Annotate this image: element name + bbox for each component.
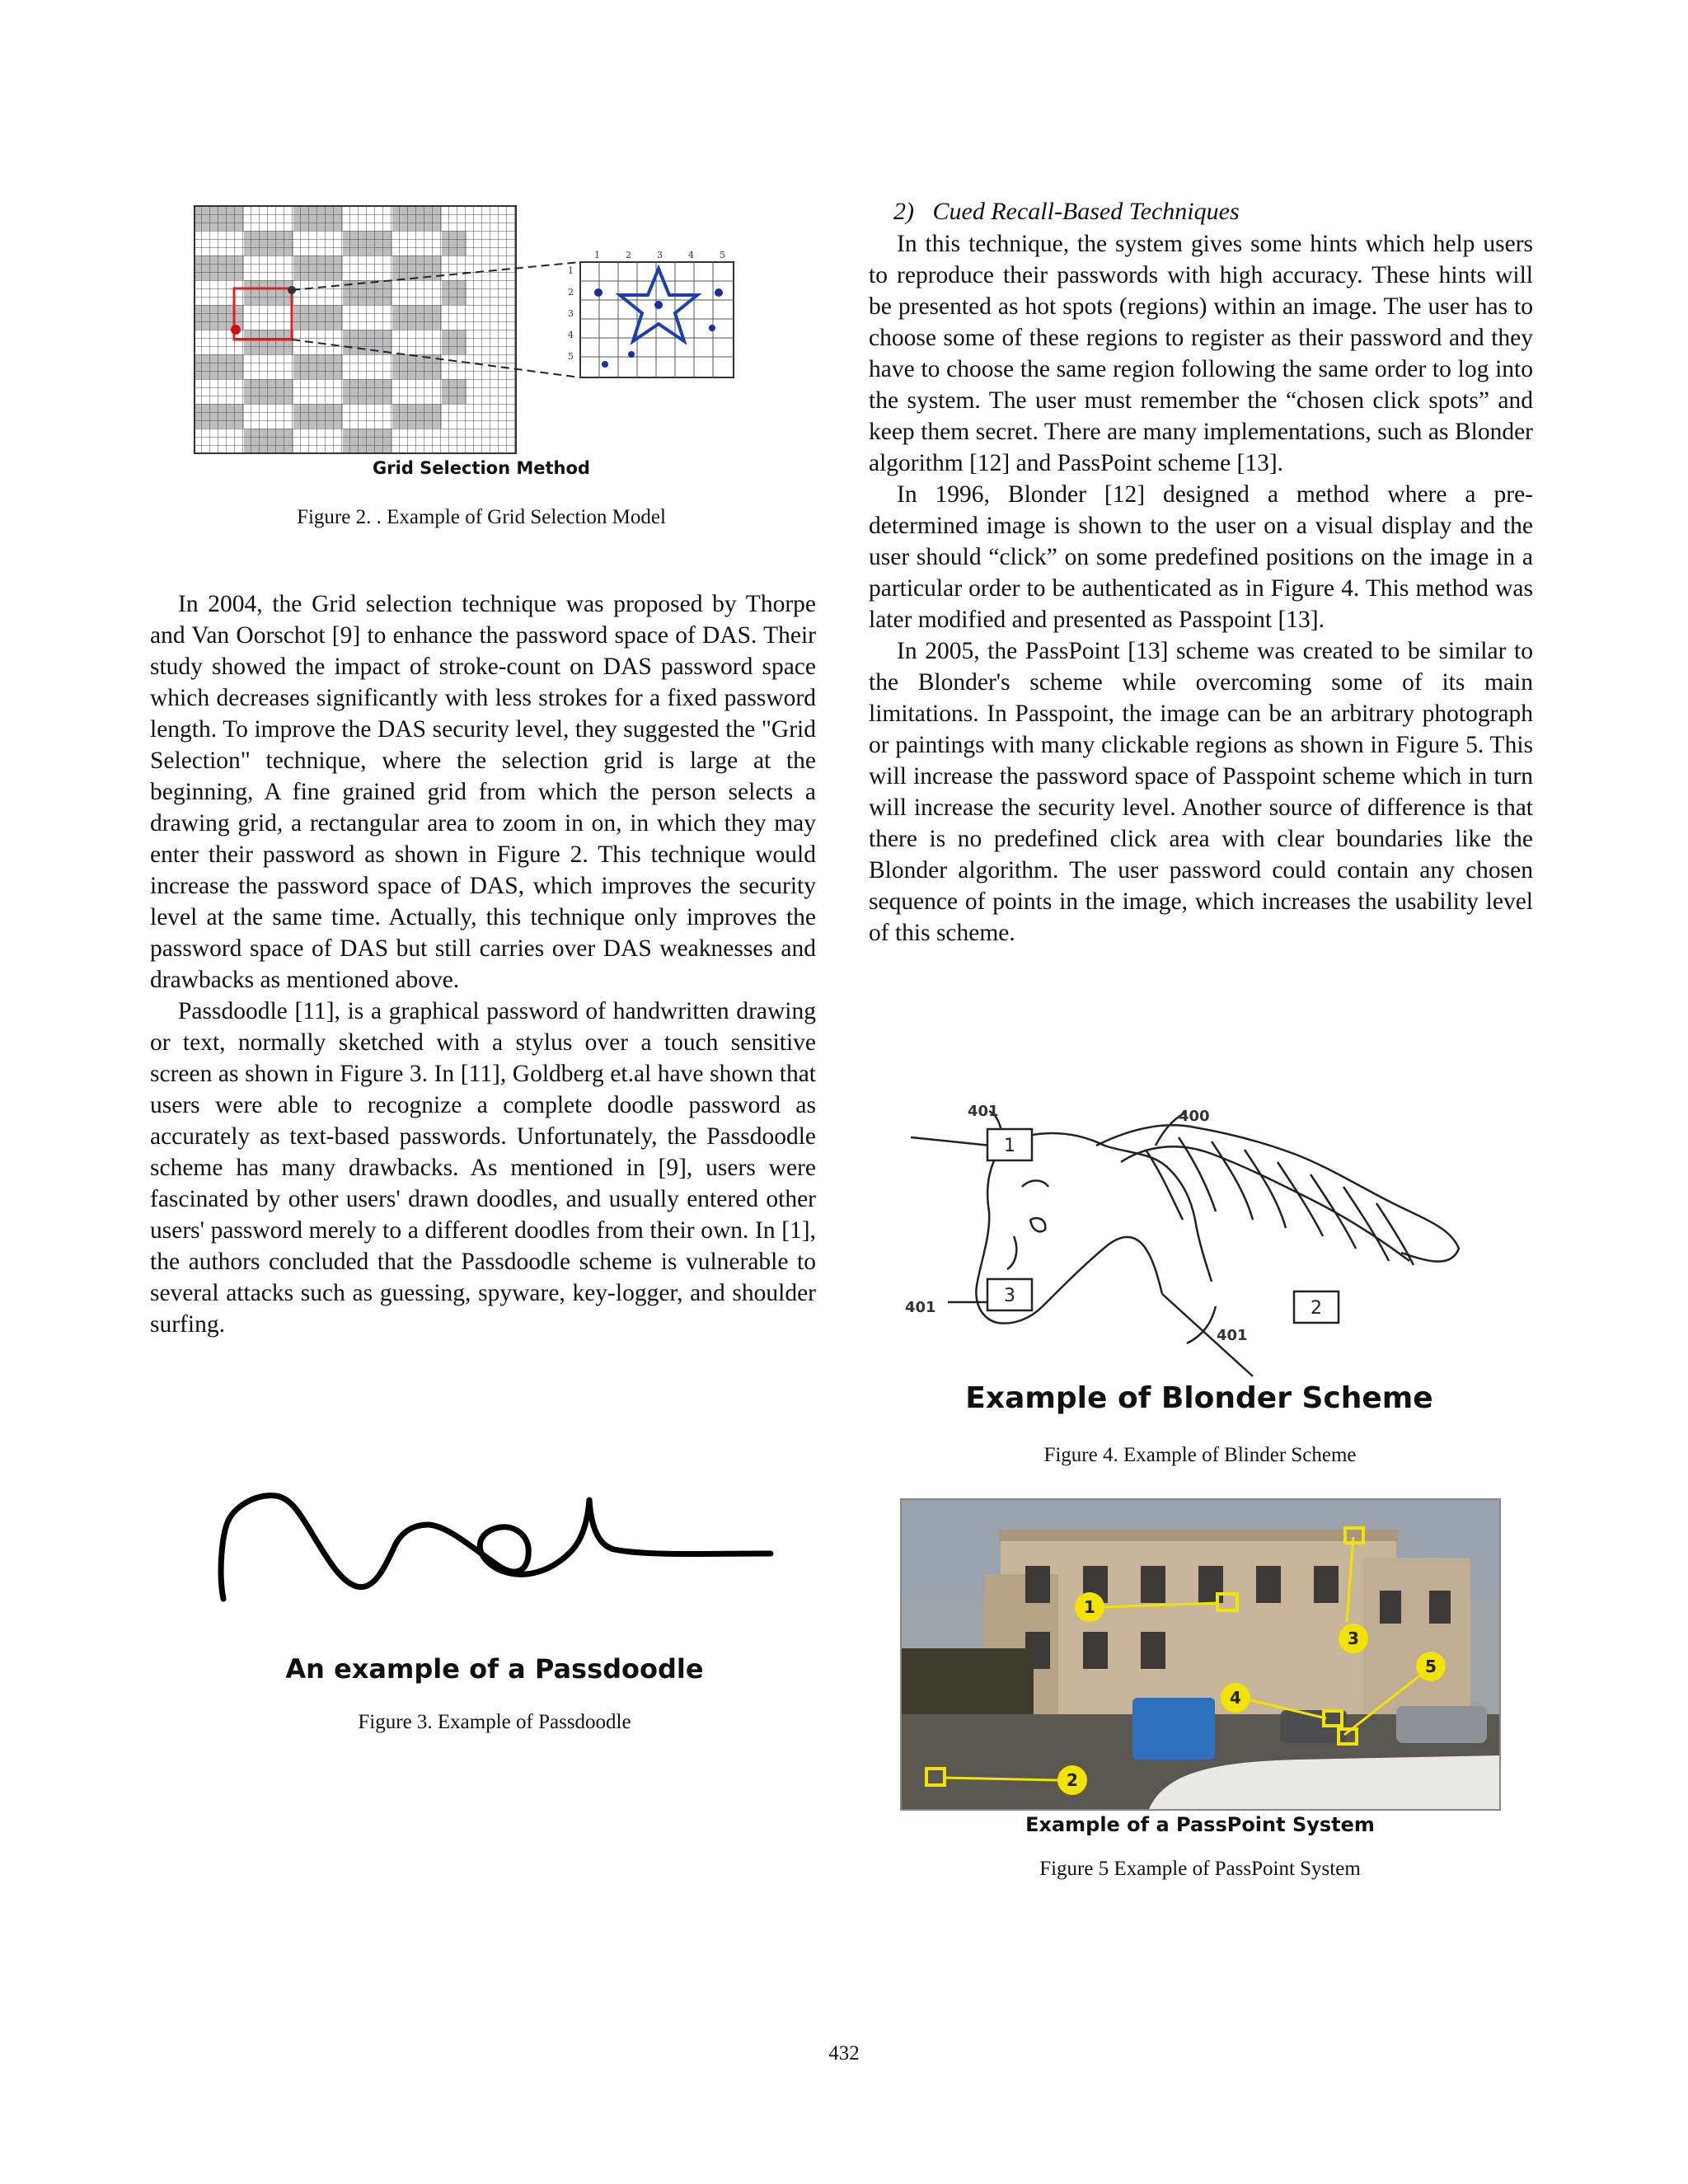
grid-col-label: 4 bbox=[688, 250, 694, 260]
box-label: 3 bbox=[1004, 1286, 1015, 1306]
right-column-text bbox=[869, 228, 1533, 949]
hotspot-marker-label: 1 bbox=[1084, 1597, 1095, 1617]
grid-col-label: 3 bbox=[657, 250, 663, 260]
figure-2-caption: Figure 2. . Example of Grid Selection Model bbox=[297, 506, 666, 528]
hotspot-marker-label: 2 bbox=[1067, 1770, 1078, 1790]
blonder-horse-drawing bbox=[898, 1096, 1475, 1385]
figure-3 bbox=[210, 1475, 787, 1615]
section-subheading: 2) Cued Recall-Based Techniques bbox=[893, 198, 1240, 225]
box-label: 2 bbox=[1311, 1298, 1322, 1319]
grid-col-label: 5 bbox=[720, 250, 725, 260]
reference-label: 401 bbox=[1217, 1327, 1248, 1344]
grid-selection-image bbox=[193, 198, 770, 494]
hotspot-marker-label: 4 bbox=[1230, 1688, 1241, 1708]
figure-4-inner-title: Example of Blonder Scheme bbox=[965, 1381, 1433, 1415]
grid-row-label: 4 bbox=[568, 330, 574, 340]
grid-row-label: 3 bbox=[568, 308, 574, 319]
figure-5-inner-title: Example of a PassPoint System bbox=[1025, 1813, 1375, 1836]
passpoint-photo bbox=[902, 1500, 1499, 1809]
figure-4-caption: Figure 4. Example of Blinder Scheme bbox=[1043, 1444, 1357, 1466]
hotspot-marker-label: 3 bbox=[1348, 1629, 1359, 1648]
paragraph: Passdoodle [11], is a graphical password of handwritten drawing or text, normally sketched with a stylus over a touch sensitive screen as shown in Figure 3. In [11], Goldberg et.al have shown that users were able to recognize a complete doodle password as accurately as text-based passwords. Unfortunately, the Passdoodle scheme has many drawbacks. As mentioned in [9], users were fascinated by other users' drawn doodles, and usually entered other users' password merely to a different doodles from their own. In [1], the authors concluded that the Passdoodle scheme is vulnerable to several attacks such as guessing, spyware, key-logger, and shoulder surfing. bbox=[150, 998, 816, 1338]
figure-4 bbox=[898, 1096, 1475, 1385]
grid-col-label: 2 bbox=[626, 250, 631, 260]
grid-row-label: 1 bbox=[568, 265, 574, 276]
box-label: 1 bbox=[1004, 1136, 1015, 1156]
reference-label: 401 bbox=[905, 1299, 936, 1316]
reference-label: 401 bbox=[968, 1103, 999, 1120]
grid-row-label: 5 bbox=[568, 351, 574, 362]
paragraph: In this technique, the system gives some hints which help users to reproduce their passwords with high accuracy. These hints will be presented as hot spots (regions) within an image. The user has to choose some of these regions to register as their password and they have to choose the same region following the same order to log into the system. The user must remember the “chosen click spots” and keep them secret. There are many implementations, such as Blonder algorithm [12] and PassPoint scheme [13]. bbox=[869, 231, 1533, 476]
figure-2-inner-title: Grid Selection Method bbox=[373, 458, 590, 478]
figure-2 bbox=[193, 198, 770, 494]
figure-5-caption: Figure 5 Example of PassPoint System bbox=[1039, 1858, 1361, 1880]
figure-3-caption: Figure 3. Example of Passdoodle bbox=[358, 1711, 631, 1733]
paragraph: In 1996, Blonder [12] designed a method where a pre-determined image is shown to the user on a visual display and the user should “click” on some predefined positions on the image in a particular order to be authenticated as in Figure 4. This method was later modified and presented as Passpoint [13]. bbox=[869, 481, 1533, 633]
hotspot-marker-label: 5 bbox=[1425, 1657, 1437, 1676]
page-number: 432 bbox=[828, 2042, 860, 2064]
paragraph: In 2005, the PassPoint [13] scheme was created to be similar to the Blonder's scheme while overcoming some of its main limitations. In Passpoint, the image can be an arbitrary photograph or paintings with many clickable regions as shown in Figure 5. This will increase the password space of Passpoint scheme which in turn will increase the security level. Another source of difference is that there is no predefined click area with clear boundaries like the Blonder algorithm. The user password could contain any chosen sequence of points in the image, which increases the usability level of this scheme. bbox=[869, 638, 1533, 946]
reference-label: 400 bbox=[1179, 1108, 1210, 1125]
grid-row-label: 2 bbox=[568, 287, 574, 298]
figure-3-inner-title: An example of a Passdoodle bbox=[285, 1653, 704, 1685]
passdoodle-drawing bbox=[210, 1475, 787, 1615]
paragraph: In 2004, the Grid selection technique was proposed by Thorpe and Van Oorschot [9] to enhance the password space of DAS. Their study showed the impact of stroke-count on DAS password space which decreases significantly with less strokes for a fixed password length. To improve the DAS security level, they suggested the "Grid Selection" technique, where the selection grid is large at the beginning, A fine grained grid from which the person selects a drawing grid, a rectangular area to zoom in on, in which they may enter their password as shown in Figure 2. This technique would increase the password space of DAS, which improves the security level at the same time. Actually, this technique only improves the password space of DAS but still carries over DAS weaknesses and drawbacks as mentioned above. bbox=[150, 591, 816, 993]
figure-5 bbox=[900, 1498, 1501, 1811]
grid-col-label: 1 bbox=[594, 250, 600, 260]
left-column-text bbox=[150, 588, 816, 1340]
